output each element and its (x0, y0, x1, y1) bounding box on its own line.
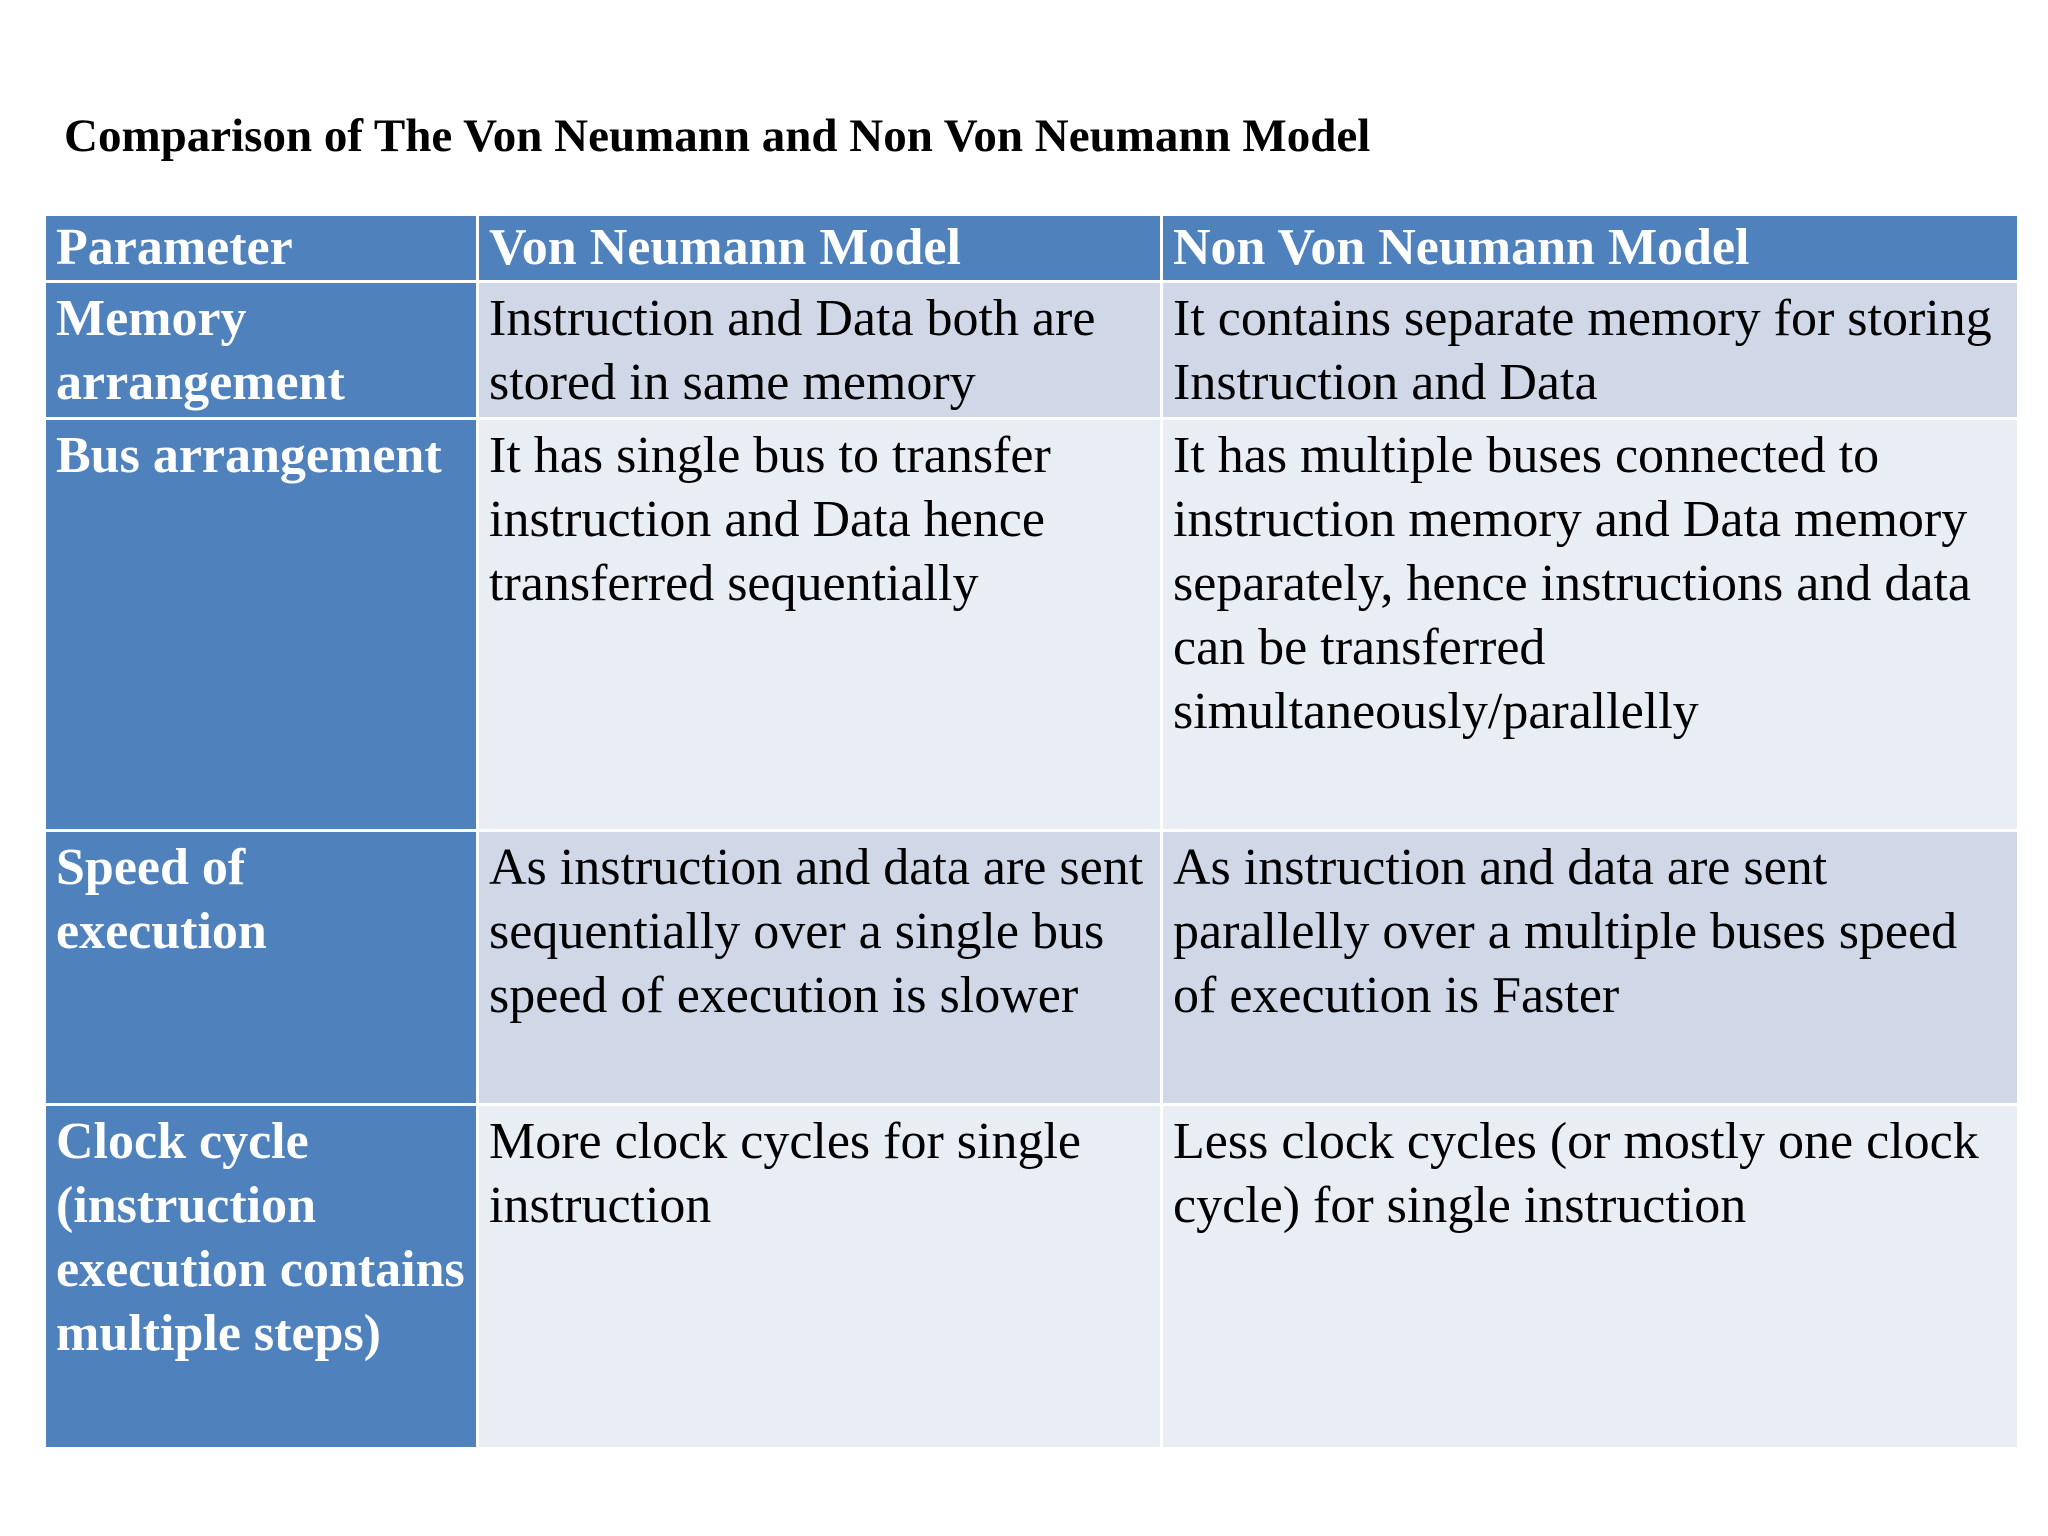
non-von-neumann-cell: It contains separate memory for storing Instruction and Data (1162, 282, 2019, 419)
parameter-cell: Clock cycle (instruction execution contains multiple steps) (45, 1105, 478, 1449)
table-row (45, 282, 2019, 419)
comparison-table (43, 213, 2020, 1450)
von-neumann-cell: More clock cycles for single instruction (478, 1105, 1162, 1449)
non-von-neumann-cell: Less clock cycles (or mostly one clock cycle) for single instruction (1162, 1105, 2019, 1449)
parameter-cell: Memory arrangement (45, 282, 478, 419)
table-row (45, 831, 2019, 1105)
von-neumann-cell: As instruction and data are sent sequentially over a single bus speed of execution is slower (478, 831, 1162, 1105)
non-von-neumann-cell: As instruction and data are sent parallelly over a multiple buses speed of execution is Faster (1162, 831, 2019, 1105)
table-row (45, 1105, 2019, 1449)
parameter-cell: Speed of execution (45, 831, 478, 1105)
page-title: Comparison of The Von Neumann and Non Von Neumann Model (64, 110, 1371, 162)
von-neumann-cell: It has single bus to transfer instruction and Data hence transferred sequentially (478, 419, 1162, 831)
table-row (45, 419, 2019, 831)
column-header-von-neumann: Von Neumann Model (478, 215, 1162, 282)
von-neumann-cell: Instruction and Data both are stored in same memory (478, 282, 1162, 419)
column-header-non-von-neumann: Non Von Neumann Model (1162, 215, 2019, 282)
parameter-cell: Bus arrangement (45, 419, 478, 831)
column-header-parameter: Parameter (45, 215, 478, 282)
non-von-neumann-cell: It has multiple buses connected to instruction memory and Data memory separately, hence instructions and data can be transferred simultaneously/parallelly (1162, 419, 2019, 831)
table-header-row (45, 215, 2019, 282)
